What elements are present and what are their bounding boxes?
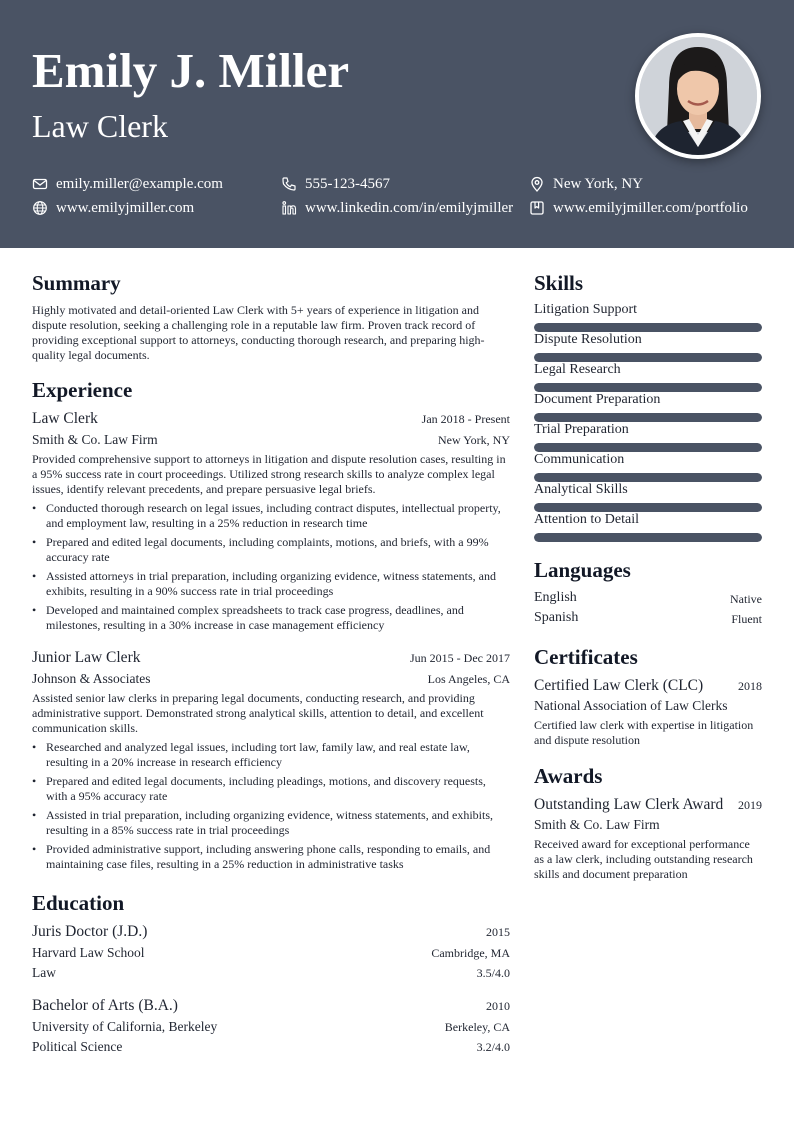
list-item: • Assisted attorneys in trial preparation, including organizing evidence, witness statements, and exhibits, resulting in a 90% success rate in trial proceedings <box>32 569 510 599</box>
languages-heading: Languages <box>534 558 631 582</box>
portfolio-icon <box>529 200 545 216</box>
education-degree: Juris Doctor (J.D.) <box>32 923 148 940</box>
education-school: University of California, Berkeley <box>32 1019 218 1034</box>
phone-icon <box>281 176 297 192</box>
certificate-year: 2018 <box>738 679 762 693</box>
job-bullet-list <box>32 501 510 637</box>
contact-linkedin[interactable] <box>281 199 513 217</box>
experience-heading: Experience <box>32 378 133 402</box>
language-name: Spanish <box>534 610 579 625</box>
job-location: Los Angeles, CA <box>427 672 510 686</box>
skill-label: Trial Preparation <box>534 422 629 437</box>
skill-bar-fill <box>534 533 762 542</box>
award-name: Outstanding Law Clerk Award <box>534 796 724 813</box>
skill-bar-fill <box>534 353 762 362</box>
job-company: Johnson & Associates <box>32 671 151 686</box>
education-year: 2015 <box>486 925 510 939</box>
skill-bar <box>534 353 762 362</box>
contact-phone[interactable] <box>281 175 390 193</box>
resume-header <box>0 0 794 248</box>
certificate-name: Certified Law Clerk (CLC) <box>534 677 704 694</box>
skill-bar-fill <box>534 413 762 422</box>
list-item: • Conducted thorough research on legal issues, including contract disputes, intellectual property, and employment law, resulting in a 25% reduction in research time <box>32 501 510 531</box>
award-issuer: Smith & Co. Law Firm <box>534 817 660 832</box>
award-year: 2019 <box>738 798 762 812</box>
contact-website-text: www.emilyjmiller.com <box>56 200 195 216</box>
skill-bar <box>534 533 762 542</box>
skill-label: Legal Research <box>534 362 621 377</box>
job-description: Assisted senior law clerks in preparing legal documents, conducting research, and providing administrative support. Demonstrated strong analytical skills, attention to detail, and excellent communication skills. <box>32 691 484 735</box>
job-dates: Jan 2018 - Present <box>421 412 510 426</box>
contact-linkedin-text: www.linkedin.com/in/emilyjmiller <box>305 200 514 216</box>
contact-email-text: emily.miller@example.com <box>56 176 223 192</box>
language-level: Native <box>730 592 762 606</box>
skill-bar <box>534 383 762 392</box>
contact-portfolio-text: www.emilyjmiller.com/portfolio <box>553 200 748 216</box>
skill-bar <box>534 443 762 452</box>
skill-bar-fill <box>534 383 762 392</box>
certificate-description: Certified law clerk with expertise in litigation and dispute resolution <box>534 718 754 747</box>
education-gpa: 3.2/4.0 <box>476 1040 510 1054</box>
skill-bar-fill <box>534 323 762 332</box>
job-location: New York, NY <box>437 433 510 447</box>
profile-photo-illustration <box>639 37 757 155</box>
contact-email[interactable] <box>32 175 223 193</box>
job-description: Provided comprehensive support to attorneys in litigation and dispute resolution cases, resulting in a 95% success rate in court proceedings. Utilized strong research skills to analyze complex legal issues, identify relevant precedents, and prepare persuasive legal briefs. <box>32 452 506 496</box>
contact-website[interactable] <box>32 199 194 217</box>
summary-text: Highly motivated and detail-oriented Law Clerk with 5+ years of experience in litigation and dispute resolution, seeking a challenging role in a reputable law firm. Proven track record of providing exceptional support to attorneys, conducting thorough research, and preparing high-quality legal documents. <box>32 303 485 362</box>
contact-location <box>529 175 643 193</box>
skill-label: Document Preparation <box>534 392 661 407</box>
certificates-heading: Certificates <box>534 645 638 669</box>
candidate-title: Law Clerk <box>32 108 168 144</box>
education-field: Law <box>32 965 56 980</box>
job-bullet-list <box>32 740 510 876</box>
awards-heading: Awards <box>534 764 603 788</box>
skill-label: Communication <box>534 452 625 467</box>
skill-label: Analytical Skills <box>534 482 628 497</box>
globe-icon <box>32 200 48 216</box>
contact-location-text: New York, NY <box>553 176 644 192</box>
education-gpa: 3.5/4.0 <box>476 966 510 980</box>
education-field: Political Science <box>32 1039 123 1054</box>
certificate-issuer: National Association of Law Clerks <box>534 698 728 713</box>
skill-bar <box>534 473 762 482</box>
award-description: Received award for exceptional performance as a law clerk, including outstanding research skills and document preparation <box>534 837 753 881</box>
list-item: • Prepared and edited legal documents, including pleadings, motions, and discovery requests, with a 95% accuracy rate <box>32 774 510 804</box>
skill-bar-fill <box>534 473 762 482</box>
education-school: Harvard Law School <box>32 945 145 960</box>
job-company: Smith & Co. Law Firm <box>32 432 158 447</box>
summary-heading: Summary <box>32 271 121 295</box>
skill-bar-fill <box>534 503 762 512</box>
candidate-name: Emily J. Miller <box>32 43 350 98</box>
skill-label: Litigation Support <box>534 302 638 317</box>
language-name: English <box>534 590 577 605</box>
contact-portfolio[interactable] <box>529 199 748 217</box>
list-item: • Researched and analyzed legal issues, including tort law, family law, and real estate law, resulting in a 20% increase in research efficiency <box>32 740 510 770</box>
list-item: • Assisted in trial preparation, including organizing evidence, witness statements, and exhibits, resulting in a 85% success rate in trial proceedings <box>32 808 510 838</box>
skill-bar <box>534 503 762 512</box>
profile-photo <box>635 33 761 159</box>
linkedin-icon <box>281 200 297 216</box>
list-item: • Provided administrative support, including answering phone calls, responding to emails, and maintaining case files, resulting in a 25% reduction in administrative tasks <box>32 842 510 872</box>
education-heading: Education <box>32 891 125 915</box>
skill-label: Dispute Resolution <box>534 332 642 347</box>
job-title: Junior Law Clerk <box>32 649 141 666</box>
skill-label: Attention to Detail <box>534 512 639 527</box>
language-level: Fluent <box>731 612 762 626</box>
skill-bar <box>534 413 762 422</box>
list-item: • Prepared and edited legal documents, including complaints, motions, and briefs, with a 99% accuracy rate <box>32 535 510 565</box>
education-location: Cambridge, MA <box>431 946 510 960</box>
job-title: Law Clerk <box>32 410 98 427</box>
skills-heading: Skills <box>534 271 584 295</box>
education-location: Berkeley, CA <box>444 1020 510 1034</box>
job-dates: Jun 2015 - Dec 2017 <box>410 651 510 665</box>
education-year: 2010 <box>486 999 510 1013</box>
skill-bar-fill <box>534 443 762 452</box>
location-pin-icon <box>529 176 545 192</box>
skill-bar <box>534 323 762 332</box>
list-item: • Developed and maintained complex spreadsheets to track case progress, deadlines, and milestones, resulting in a 30% increase in case management efficiency <box>32 603 510 633</box>
education-degree: Bachelor of Arts (B.A.) <box>32 997 178 1014</box>
contact-phone-text: 555-123-4567 <box>305 176 390 192</box>
mail-icon <box>32 176 48 192</box>
